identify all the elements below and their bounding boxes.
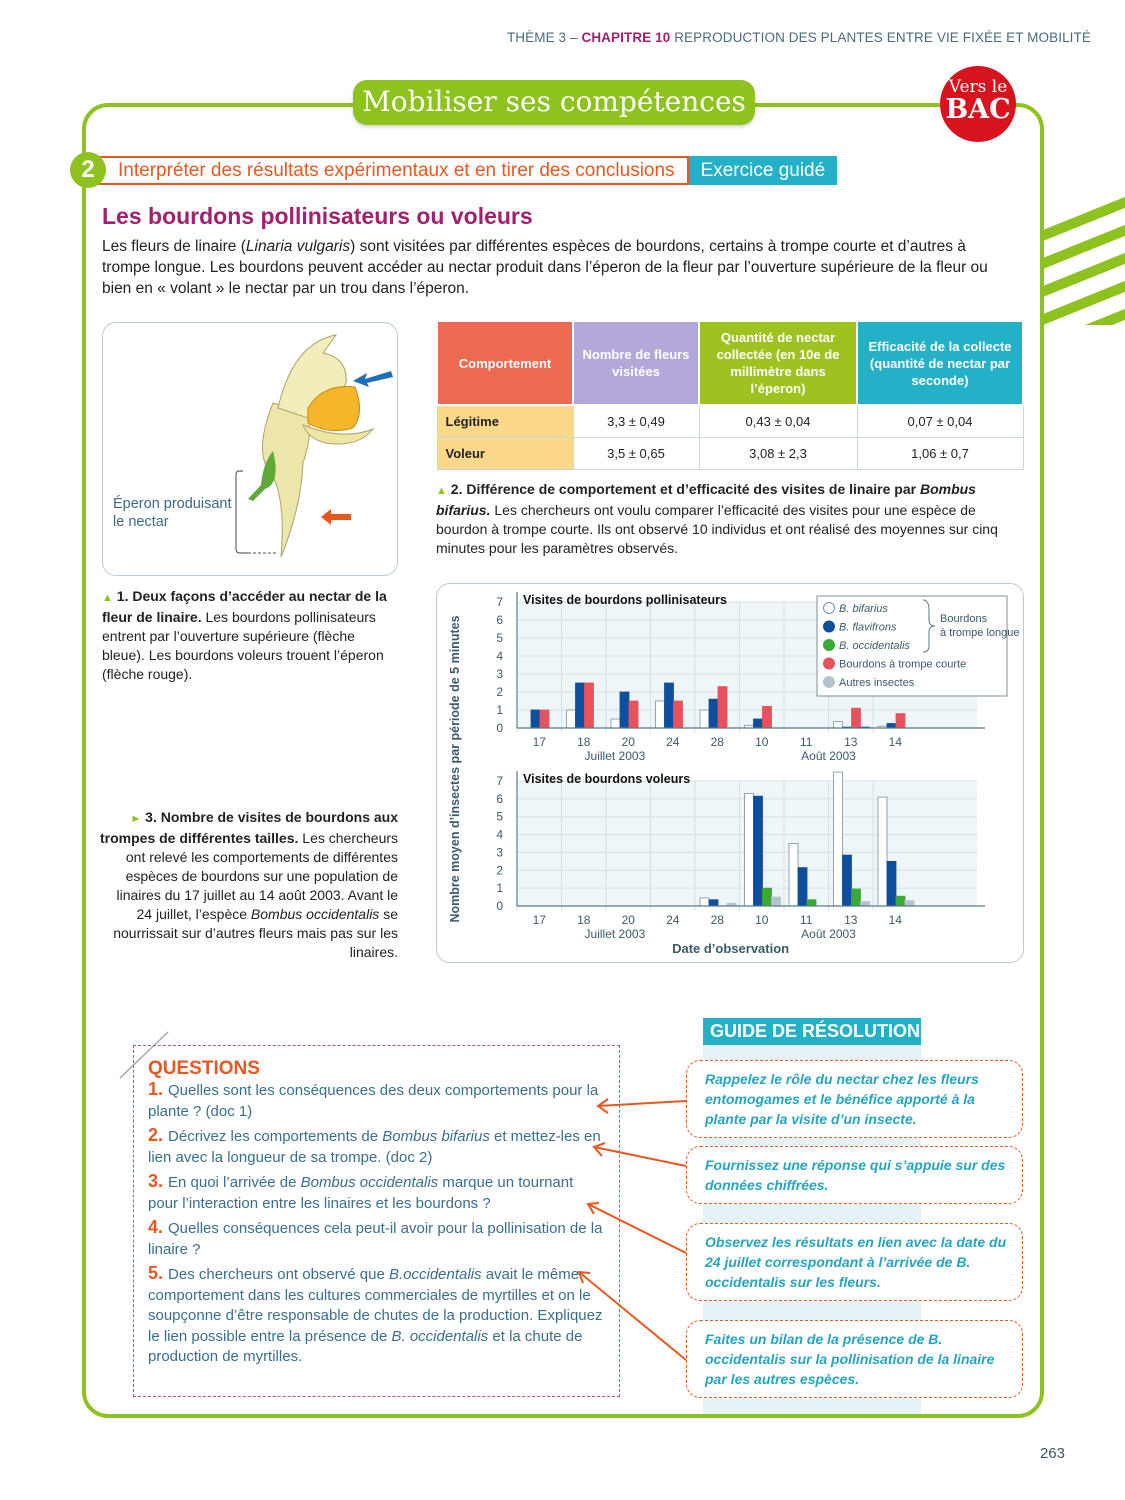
doc2-caption-title: 2. Différence de comportement et d’efficacité des visites de linaire par: [450, 481, 920, 497]
question-number: 2.: [148, 1125, 169, 1145]
spur-label: Éperon produisant le nectar: [113, 496, 232, 530]
chapter-subject: REPRODUCTION DES PLANTES ENTRE VIE FIXÉE ET MOBILITÉ: [670, 30, 1091, 45]
bar-b-flavifrons: [620, 692, 629, 728]
bar-b-bifarius: [700, 898, 709, 906]
question-number: 5.: [148, 1263, 169, 1283]
x-tick-label: 10: [755, 735, 769, 749]
bar-b-bifarius: [789, 844, 798, 907]
question-text: Quelles conséquences cela peut-il avoir pour la pollinisation de la linaire ?: [148, 1220, 603, 1258]
species-name: B.occidentalis: [388, 1266, 482, 1283]
header-flowers-visited: Nombre de fleurs visitées: [573, 321, 699, 405]
y-tick-label: 2: [496, 685, 503, 699]
bar-autres-insectes: [861, 902, 870, 906]
x-tick-label: 18: [577, 913, 591, 927]
bar-bourdons-trompe-courte: [585, 683, 594, 728]
row-label: Voleur: [437, 437, 573, 469]
y-tick-label: 4: [496, 827, 503, 842]
table-cell: 3,3 ± 0,49: [573, 405, 699, 437]
question-5: [148, 1263, 605, 1368]
x-tick-label: 17: [532, 735, 546, 749]
table-row: [437, 437, 1023, 469]
x-tick-label: 24: [666, 735, 680, 749]
question-text: marque un tournant pour l’interaction entre les linaires et les bourdons ?: [148, 1174, 574, 1212]
question-2: [148, 1125, 605, 1168]
month-label: Août 2003: [801, 927, 856, 941]
running-head: [507, 30, 1091, 45]
month-label: Juillet 2003: [584, 927, 646, 941]
x-tick-label: 28: [710, 913, 724, 927]
skill-label: Interpréter des résultats expérimentaux et en tirer des conclusions: [98, 156, 689, 185]
badge-line2: BAC: [945, 94, 1011, 125]
bar-autres-insectes: [905, 901, 914, 906]
doc1-illustration: [102, 322, 398, 576]
intro-paragraph: [102, 236, 1002, 299]
bar-bourdons-trompe-courte: [674, 701, 683, 728]
header-efficiency: Efficacité de la collecte (quantité de nectar par seconde): [857, 321, 1023, 405]
doc3-caption-text-2: se nourrissait sur d’autres fleurs mais pas sur les linaires.: [113, 906, 398, 960]
y-tick-label: 3: [496, 845, 503, 860]
question-text: et la chute de production de myrtilles.: [148, 1327, 583, 1365]
bar-bourdons-trompe-courte: [763, 706, 772, 728]
y-tick-label: 0: [496, 721, 503, 735]
table-cell: 0,43 ± 0,04: [699, 405, 857, 437]
question-1: [148, 1079, 605, 1122]
doc1-caption-title: 1. Deux façons d’accéder au nectar de la fleur de linaire.: [102, 588, 387, 625]
question-number: 1.: [148, 1079, 169, 1099]
x-tick-label: 11: [800, 735, 813, 749]
triangle-right-icon: ►: [130, 813, 142, 825]
y-tick-label: 7: [496, 595, 503, 609]
legend-swatch: [824, 658, 835, 669]
doc1-caption-text: Les bourdons pollinisateurs entrent par l’ouverture supérieure (flèche bleue). Les bourdons voleurs trouent l’éperon (flèche rouge).: [102, 609, 384, 682]
y-tick-label: 1: [496, 703, 503, 717]
table-header-row: [437, 321, 1023, 405]
y-tick-label: 7: [496, 774, 503, 788]
bar-b-flavifrons: [798, 868, 807, 906]
header-nectar-quantity: Quantité de nectar collectée (en 10e de millimètre dans l’éperon): [699, 321, 857, 405]
skill-number: 2: [70, 152, 106, 188]
page-number: 263: [1039, 1445, 1065, 1462]
question-text: et mettez-les en lien avec la longueur de sa trompe. (doc 2): [148, 1128, 601, 1166]
legend-group-label: Bourdons: [940, 613, 988, 625]
intro-text-1: Les fleurs de linaire (: [102, 238, 246, 255]
x-tick-label: 10: [755, 913, 769, 927]
bar-b-flavifrons: [709, 900, 718, 906]
bar-b-flavifrons: [709, 699, 718, 728]
x-tick-label: 13: [844, 735, 858, 749]
y-tick-label: 2: [496, 863, 503, 878]
flower-stem: [248, 451, 276, 501]
month-label: Août 2003: [801, 749, 856, 763]
doc3-caption: [100, 808, 398, 962]
decorative-stripes: [1043, 185, 1125, 325]
legend-swatch: [824, 603, 835, 614]
y-tick-label: 3: [496, 667, 503, 681]
triangle-up-icon: ▲: [102, 592, 113, 604]
table-cell: 1,06 ± 0,7: [857, 437, 1023, 469]
species-name: Bombus occidentalis: [300, 1174, 439, 1191]
bar-bourdons-trompe-courte: [852, 708, 861, 728]
question-number: 3.: [148, 1171, 169, 1191]
x-tick-label: 17: [532, 913, 546, 927]
legend-swatch: [824, 677, 835, 688]
doc3-caption-text-1: Les chercheurs ont relevé les comportements de différentes espèces de bourdons sur une population de linaires du 17 juillet au 14 août 2003. Avant le 24 juillet, l’espèce: [116, 830, 399, 922]
bar-b-bifarius: [834, 772, 843, 906]
x-tick-label: 14: [888, 735, 902, 749]
bar-b-flavifrons: [754, 796, 763, 906]
bar-b-occidentalis: [807, 900, 816, 906]
x-tick-label: 18: [577, 735, 591, 749]
bar-b-flavifrons: [887, 861, 896, 906]
doc3-caption-title: 3. Nombre de visites de bourdons aux trompes de différentes tailles.: [100, 809, 398, 846]
bar-b-flavifrons: [665, 683, 674, 728]
month-label: Juillet 2003: [584, 749, 646, 763]
legend-swatch: [824, 621, 835, 632]
bar-b-occidentalis: [763, 888, 772, 906]
bar-b-flavifrons: [754, 719, 763, 728]
question-3: [148, 1171, 605, 1214]
row-label: Légitime: [437, 405, 573, 437]
x-tick-label: 11: [800, 913, 813, 927]
bar-bourdons-trompe-courte: [718, 687, 727, 728]
x-tick-label: 20: [621, 735, 635, 749]
x-tick-label: 24: [666, 913, 680, 927]
legend-label: Autres insectes: [839, 677, 915, 689]
y-tick-label: 0: [496, 899, 503, 913]
vers-le-bac-badge: [940, 66, 1016, 142]
table-cell: 3,5 ± 0,65: [573, 437, 699, 469]
skill-header: [70, 152, 837, 188]
bar-b-flavifrons: [531, 710, 540, 728]
header-behaviour: Comportement: [437, 321, 573, 405]
y-tick-label: 1: [496, 881, 503, 896]
intro-species: Linaria vulgaris: [245, 238, 351, 255]
x-tick-label: 13: [844, 913, 858, 927]
legend-swatch: [824, 640, 835, 651]
question-text: avait le même comportement dans les cultures commerciales de myrtilles et on le soupçonne d’être responsable de chutes de la production. Expliquez le lien possible entre la présence de: [148, 1266, 603, 1345]
bar-b-occidentalis: [896, 896, 905, 906]
theme-label: THÈME 3 –: [506, 30, 582, 45]
y-tick-label: 4: [496, 649, 503, 663]
bar-bourdons-trompe-courte: [896, 714, 905, 728]
bar-autres-insectes: [772, 897, 781, 906]
questions-title: QUESTIONS: [148, 1058, 260, 1079]
bar-b-flavifrons: [576, 683, 585, 728]
bar-bourdons-trompe-courte: [629, 701, 638, 728]
doc3-chart: [436, 583, 1024, 963]
guide-title: GUIDE DE RÉSOLUTION: [703, 1018, 921, 1045]
chart-title: Visites de bourdons voleurs: [523, 772, 691, 786]
question-4: [148, 1217, 605, 1260]
legend-group-label: à trompe longue: [940, 627, 1020, 639]
legend-label: Bourdons à trompe courte: [839, 658, 967, 671]
badge-line1: Vers le: [948, 77, 1008, 97]
question-text: En quoi l’arrivée de: [168, 1174, 301, 1191]
questions-box: [133, 1045, 620, 1397]
bar-b-bifarius: [878, 797, 887, 906]
bar-b-bifarius: [834, 722, 843, 728]
exercise-title: Les bourdons pollinisateurs ou voleurs: [102, 203, 533, 229]
y-tick-label: 5: [496, 809, 503, 824]
bar-bourdons-trompe-courte: [540, 710, 549, 728]
bar-b-bifarius: [745, 794, 754, 907]
chapter-label: CHAPITRE 10: [581, 30, 671, 45]
x-tick-label: 14: [888, 913, 902, 927]
red-arrow-icon: [321, 509, 351, 525]
bar-b-bifarius: [700, 710, 709, 728]
x-tick-label: 28: [710, 735, 724, 749]
intro-text-2: ) sont visitées par différentes espèces de bourdons, certains à trompe courte et d’autres à trompe longue. Les bourdons peuvent accéder au nectar produit dans l’éperon de la fleur par l’ouverture supérieure de la fleur ou bien en « volant » le nectar par un trou dans l’éperon.: [102, 238, 988, 297]
doc2-caption: [436, 480, 1026, 558]
question-text: Des chercheurs ont observé que: [168, 1266, 389, 1283]
section-banner: Mobiliser ses compétences: [353, 80, 755, 125]
x-tick-label: 20: [621, 913, 635, 927]
table-cell: 3,08 ± 2,3: [699, 437, 857, 469]
hint-1: Rappelez le rôle du nectar chez les fleurs entomogames et le bénéfice apporté à la plante par la visite d’un insecte.: [686, 1060, 1023, 1138]
hint-3: Observez les résultats en lien avec la date du 24 juillet correspondant à l’arrivée de B. occidentalis sur les fleurs.: [686, 1223, 1023, 1301]
hint-4: Faites un bilan de la présence de B. occidentalis sur la pollinisation de la linaire par les autres espèces.: [686, 1320, 1023, 1398]
doc2-caption-species: Bombus bifarius.: [436, 481, 976, 518]
bar-b-bifarius: [656, 701, 665, 728]
y-axis-label: Nombre moyen d’insectes par période de 5 minutes: [448, 615, 462, 923]
questions-list: [148, 1079, 605, 1368]
triangle-up-icon: ▲: [436, 485, 447, 497]
y-tick-label: 6: [496, 791, 503, 806]
bar-b-flavifrons: [887, 724, 896, 729]
table-cell: 0,07 ± 0,04: [857, 405, 1023, 437]
table-row: [437, 405, 1023, 437]
doc2-caption-text: Les chercheurs ont voulu comparer l’efficacité des visites pour une espèce de bourdon à trompe courte. Ils ont observé 10 individus et ont réalisé des moyennes sur cinq minutes pour les paramètres observés.: [436, 502, 998, 556]
x-axis-label: Date d’observation: [672, 941, 790, 956]
hint-2: Fournissez une réponse qui s’appuie sur des données chiffrées.: [686, 1146, 1023, 1204]
bar-b-occidentalis: [852, 889, 861, 906]
y-tick-label: 5: [496, 631, 503, 645]
bar-charts: [437, 584, 1025, 964]
doc1-caption: [102, 587, 392, 684]
legend-label: B. bifarius: [839, 603, 888, 615]
bar-b-bifarius: [567, 710, 576, 728]
chart-title: Visites de bourdons pollinisateurs: [523, 593, 727, 607]
legend-label: B. occidentalis: [839, 640, 910, 652]
linaria-flower-drawing: [103, 323, 399, 577]
bar-b-bifarius: [611, 719, 620, 728]
species-name: Bombus bifarius: [382, 1128, 490, 1145]
doc2-table: [436, 320, 1024, 470]
question-number: 4.: [148, 1217, 169, 1237]
blue-arrow-icon: [353, 371, 393, 387]
exercise-type-tag: Exercice guidé: [689, 156, 838, 185]
species-name: B. occidentalis: [391, 1327, 489, 1345]
question-text: Quelles sont les conséquences des deux comportements pour la plante ? (doc 1): [148, 1082, 599, 1120]
legend-label: B. flavifrons: [839, 621, 897, 634]
question-text: Décrivez les comportements de: [168, 1128, 383, 1145]
doc3-caption-species: Bombus occidentalis: [250, 906, 380, 922]
y-tick-label: 6: [496, 613, 503, 627]
bar-b-flavifrons: [843, 855, 852, 906]
